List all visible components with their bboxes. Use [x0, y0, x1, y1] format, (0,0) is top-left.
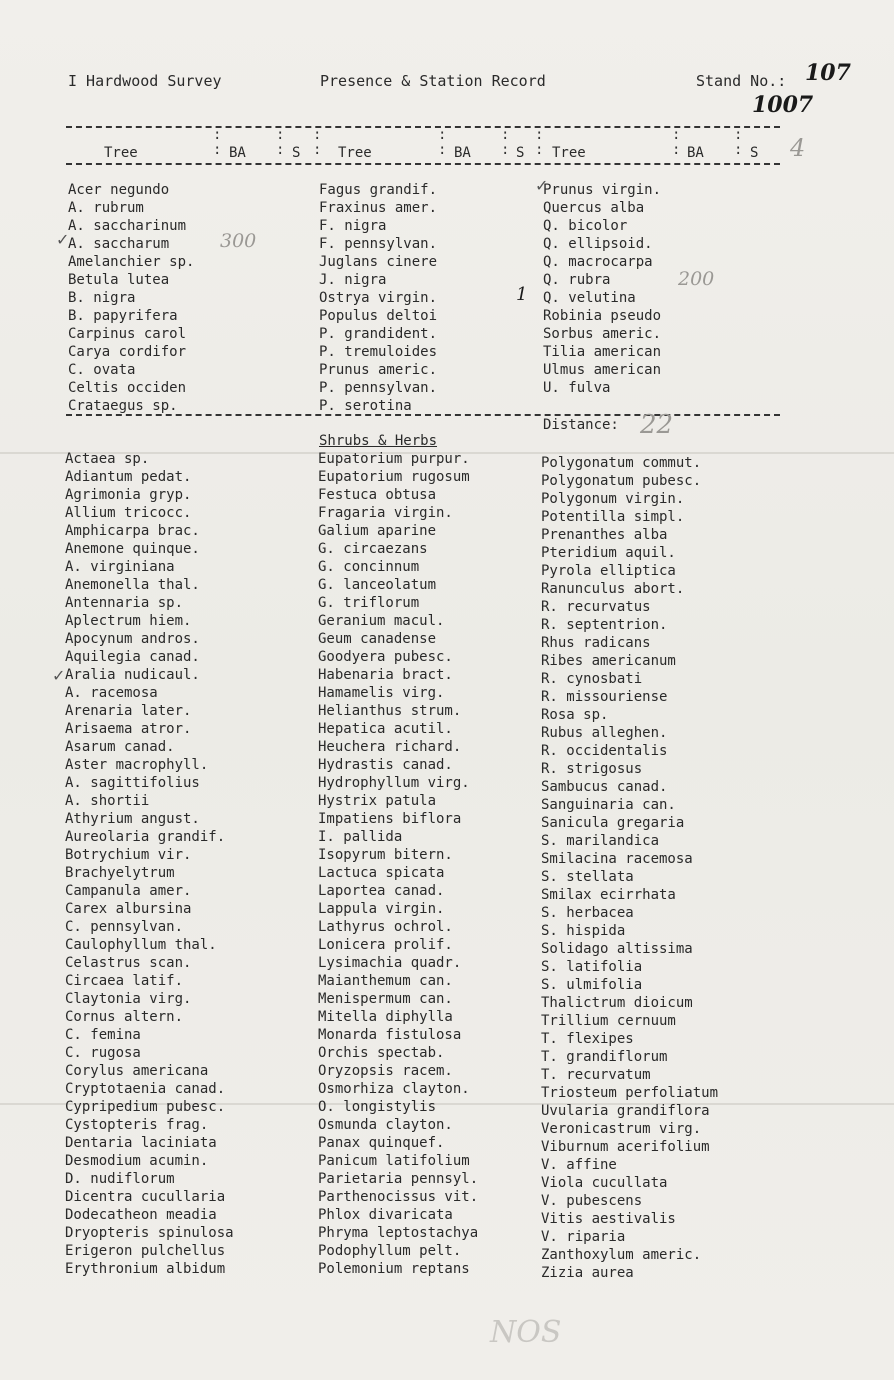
- species-entry: Betula lutea: [68, 272, 170, 288]
- species-entry: Q. velutina: [543, 290, 636, 306]
- stand-number-primary: 107: [805, 60, 851, 86]
- species-entry: Arenaria later.: [65, 703, 192, 719]
- species-entry: Orchis spectab.: [318, 1045, 445, 1061]
- species-entry: T. flexipes: [541, 1031, 634, 1047]
- species-entry: Fraxinus amer.: [319, 200, 438, 216]
- species-entry: Dodecatheon meadia: [65, 1207, 217, 1223]
- shrubs-heading: Shrubs & Herbs: [319, 433, 438, 449]
- survey-title: I Hardwood Survey: [68, 72, 222, 90]
- species-entry: Cornus altern.: [65, 1009, 184, 1025]
- check-mark-icon: ✓: [535, 176, 549, 195]
- species-entry: Brachyelytrum: [65, 865, 175, 881]
- species-entry: Uvularia grandiflora: [541, 1103, 710, 1119]
- species-entry: Zanthoxylum americ.: [541, 1247, 702, 1263]
- species-entry: Polygonatum pubesc.: [541, 473, 702, 489]
- species-entry: Eupatorium rugosum: [318, 469, 470, 485]
- distance-value: 22: [640, 410, 674, 440]
- species-entry: Claytonia virg.: [65, 991, 192, 1007]
- species-entry: G. triflorum: [318, 595, 420, 611]
- col-header-s: S: [750, 145, 759, 161]
- species-entry: Carex albursina: [65, 901, 192, 917]
- species-entry: B. papyrifera: [68, 308, 178, 324]
- species-entry: Q. rubra: [543, 272, 611, 288]
- species-entry: Pteridium aquil.: [541, 545, 676, 561]
- species-entry: Amphicarpa brac.: [65, 523, 200, 539]
- species-entry: Vitis aestivalis: [541, 1211, 676, 1227]
- species-entry: Hepatica acutil.: [318, 721, 453, 737]
- annotation-rubra-ba: 200: [678, 268, 715, 290]
- column-separator: : :: [313, 127, 322, 158]
- species-entry: Veronicastrum virg.: [541, 1121, 702, 1137]
- stand-label: Stand No.:: [696, 72, 787, 90]
- species-entry: S. ulmifolia: [541, 977, 643, 993]
- species-entry: S. hispida: [541, 923, 626, 939]
- column-separator: : :: [535, 127, 544, 158]
- species-entry: Polemonium reptans: [318, 1261, 470, 1277]
- species-entry: V. pubescens: [541, 1193, 643, 1209]
- species-entry: G. circaezans: [318, 541, 428, 557]
- col-header-tree: Tree: [104, 145, 138, 161]
- check-mark-icon: ✓: [56, 230, 70, 249]
- species-entry: Phryma leptostachya: [318, 1225, 479, 1241]
- tree-list-col1: [68, 181, 194, 415]
- species-entry: P. serotina: [319, 398, 412, 414]
- species-entry: Sambucus canad.: [541, 779, 668, 795]
- species-entry: Aster macrophyll.: [65, 757, 209, 773]
- species-entry: Parietaria pennsyl.: [318, 1171, 479, 1187]
- check-mark-icon: ✓: [52, 666, 66, 685]
- species-entry: S. stellata: [541, 869, 634, 885]
- species-entry: Aralia nudicaul.: [65, 667, 200, 683]
- species-entry: Triosteum perfoliatum: [541, 1085, 719, 1101]
- species-entry: Populus deltoi: [319, 308, 438, 324]
- species-entry: O. longistylis: [318, 1099, 437, 1115]
- species-entry: A. sagittifolius: [65, 775, 200, 791]
- species-entry: Crataegus sp.: [68, 398, 178, 414]
- species-entry: Cryptotaenia canad.: [65, 1081, 226, 1097]
- species-entry: A. saccharum: [68, 236, 170, 252]
- species-entry: Panicum latifolium: [318, 1153, 470, 1169]
- species-entry: U. fulva: [543, 380, 611, 396]
- species-entry: A. shortii: [65, 793, 150, 809]
- species-entry: T. grandiflorum: [541, 1049, 668, 1065]
- species-entry: Ulmus american: [543, 362, 662, 378]
- col-header-ba: BA: [454, 145, 471, 161]
- species-entry: V. riparia: [541, 1229, 626, 1245]
- species-entry: J. nigra: [319, 272, 387, 288]
- margin-note: 4: [790, 134, 806, 162]
- species-entry: Festuca obtusa: [318, 487, 437, 503]
- species-entry: S. herbacea: [541, 905, 634, 921]
- tree-list-col2: [319, 181, 437, 415]
- species-entry: Oryzopsis racem.: [318, 1063, 453, 1079]
- col-header-s: S: [516, 145, 525, 161]
- species-entry: Hydrophyllum virg.: [318, 775, 470, 791]
- species-entry: Robinia pseudo: [543, 308, 662, 324]
- column-separator: : :: [276, 127, 285, 158]
- species-entry: Prunus americ.: [319, 362, 438, 378]
- species-entry: Q. bicolor: [543, 218, 628, 234]
- species-entry: Impatiens biflora: [318, 811, 462, 827]
- species-entry: Apocynum andros.: [65, 631, 200, 647]
- species-entry: Ribes americanum: [541, 653, 676, 669]
- species-entry: Menispermum can.: [318, 991, 453, 1007]
- species-entry: Erigeron pulchellus: [65, 1243, 226, 1259]
- column-separator: : :: [213, 127, 222, 158]
- species-entry: Lappula virgin.: [318, 901, 445, 917]
- species-entry: Adiantum pedat.: [65, 469, 192, 485]
- shrub-list-col3: [541, 454, 718, 1282]
- species-entry: Anemone quinque.: [65, 541, 200, 557]
- species-entry: Lysimachia quadr.: [318, 955, 462, 971]
- species-entry: Anemonella thal.: [65, 577, 200, 593]
- species-entry: Juglans cinere: [319, 254, 438, 270]
- species-entry: Polygonum virgin.: [541, 491, 685, 507]
- species-entry: Isopyrum bitern.: [318, 847, 453, 863]
- col-header-ba: BA: [687, 145, 704, 161]
- species-entry: Dicentra cucullaria: [65, 1189, 226, 1205]
- species-entry: C. pennsylvan.: [65, 919, 184, 935]
- stand-number-secondary: 1007: [752, 92, 814, 118]
- species-entry: G. concinnum: [318, 559, 420, 575]
- species-entry: Ranunculus abort.: [541, 581, 685, 597]
- species-entry: Geum canadense: [318, 631, 437, 647]
- col-header-tree: Tree: [338, 145, 372, 161]
- species-entry: G. lanceolatum: [318, 577, 437, 593]
- species-entry: S. marilandica: [541, 833, 660, 849]
- footer-pencil-mark: NOS: [490, 1315, 562, 1350]
- species-entry: Cystopteris frag.: [65, 1117, 209, 1133]
- species-entry: Sanicula gregaria: [541, 815, 685, 831]
- species-entry: R. strigosus: [541, 761, 643, 777]
- species-entry: V. affine: [541, 1157, 617, 1173]
- species-entry: Laportea canad.: [318, 883, 445, 899]
- species-entry: Campanula amer.: [65, 883, 192, 899]
- species-entry: Mitella diphylla: [318, 1009, 453, 1025]
- species-entry: Thalictrum dioicum: [541, 995, 693, 1011]
- species-entry: Osmorhiza clayton.: [318, 1081, 470, 1097]
- species-entry: Phlox divaricata: [318, 1207, 453, 1223]
- tree-list-col3: [543, 181, 661, 397]
- species-entry: Antennaria sp.: [65, 595, 184, 611]
- species-entry: R. septentrion.: [541, 617, 668, 633]
- species-entry: Viola cucullata: [541, 1175, 668, 1191]
- col-header-tree: Tree: [552, 145, 586, 161]
- species-entry: C. femina: [65, 1027, 141, 1043]
- species-entry: Cypripedium pubesc.: [65, 1099, 226, 1115]
- species-entry: Zizia aurea: [541, 1265, 634, 1281]
- species-entry: Allium tricocc.: [65, 505, 192, 521]
- species-entry: C. rugosa: [65, 1045, 141, 1061]
- species-entry: Dryopteris spinulosa: [65, 1225, 234, 1241]
- column-separator: : :: [672, 127, 681, 158]
- species-entry: Asarum canad.: [65, 739, 175, 755]
- species-entry: Botrychium vir.: [65, 847, 192, 863]
- species-entry: P. grandident.: [319, 326, 438, 342]
- species-entry: Rosa sp.: [541, 707, 609, 723]
- species-entry: Trillium cernuum: [541, 1013, 676, 1029]
- species-entry: Tilia american: [543, 344, 662, 360]
- species-entry: Amelanchier sp.: [68, 254, 195, 270]
- species-entry: Q. macrocarpa: [543, 254, 653, 270]
- species-entry: A. virginiana: [65, 559, 175, 575]
- species-entry: Desmodium acumin.: [65, 1153, 209, 1169]
- species-entry: Athyrium angust.: [65, 811, 200, 827]
- shrub-list-col1: [65, 450, 234, 1278]
- species-entry: Rubus alleghen.: [541, 725, 668, 741]
- species-entry: S. latifolia: [541, 959, 643, 975]
- species-entry: Acer negundo: [68, 182, 170, 198]
- species-entry: Celtis occiden: [68, 380, 187, 396]
- col-header-ba: BA: [229, 145, 246, 161]
- annotation-velutina: 1: [516, 284, 528, 305]
- species-entry: P. tremuloides: [319, 344, 438, 360]
- species-entry: A. racemosa: [65, 685, 158, 701]
- species-entry: Aplectrum hiem.: [65, 613, 192, 629]
- species-entry: Monarda fistulosa: [318, 1027, 462, 1043]
- species-entry: Osmunda clayton.: [318, 1117, 453, 1133]
- species-entry: Carpinus carol: [68, 326, 187, 342]
- species-entry: Eupatorium purpur.: [318, 451, 470, 467]
- species-entry: Corylus americana: [65, 1063, 209, 1079]
- species-entry: Fragaria virgin.: [318, 505, 453, 521]
- species-entry: Prunus virgin.: [543, 182, 662, 198]
- species-entry: Goodyera pubesc.: [318, 649, 453, 665]
- species-entry: T. recurvatum: [541, 1067, 651, 1083]
- species-entry: Agrimonia gryp.: [65, 487, 192, 503]
- species-entry: Dentaria laciniata: [65, 1135, 217, 1151]
- species-entry: R. missouriense: [541, 689, 668, 705]
- species-entry: Sanguinaria can.: [541, 797, 676, 813]
- species-entry: Circaea latif.: [65, 973, 184, 989]
- header-bottom-rule: [66, 163, 780, 165]
- species-entry: Rhus radicans: [541, 635, 651, 651]
- species-entry: R. occidentalis: [541, 743, 668, 759]
- species-entry: Actaea sp.: [65, 451, 150, 467]
- species-entry: Solidago altissima: [541, 941, 693, 957]
- species-entry: Arisaema atror.: [65, 721, 192, 737]
- species-entry: D. nudiflorum: [65, 1171, 175, 1187]
- species-entry: Erythronium albidum: [65, 1261, 226, 1277]
- column-separator: : :: [501, 127, 510, 158]
- species-entry: Galium aparine: [318, 523, 437, 539]
- species-entry: Podophyllum pelt.: [318, 1243, 462, 1259]
- species-entry: Smilacina racemosa: [541, 851, 693, 867]
- species-entry: Polygonatum commut.: [541, 455, 702, 471]
- species-entry: Geranium macul.: [318, 613, 445, 629]
- species-entry: B. nigra: [68, 290, 136, 306]
- species-entry: Aureolaria grandif.: [65, 829, 226, 845]
- species-entry: Lactuca spicata: [318, 865, 445, 881]
- species-entry: A. rubrum: [68, 200, 144, 216]
- species-entry: Heuchera richard.: [318, 739, 462, 755]
- species-entry: Lonicera prolif.: [318, 937, 453, 953]
- species-entry: Fagus grandif.: [319, 182, 438, 198]
- species-entry: Helianthus strum.: [318, 703, 462, 719]
- species-entry: R. cynosbati: [541, 671, 643, 687]
- species-entry: Lathyrus ochrol.: [318, 919, 453, 935]
- species-entry: Maianthemum can.: [318, 973, 453, 989]
- species-entry: Viburnum acerifolium: [541, 1139, 710, 1155]
- species-entry: Aquilegia canad.: [65, 649, 200, 665]
- species-entry: P. pennsylvan.: [319, 380, 438, 396]
- record-title: Presence & Station Record: [320, 72, 546, 90]
- species-entry: I. pallida: [318, 829, 403, 845]
- species-entry: Hydrastis canad.: [318, 757, 453, 773]
- species-entry: C. ovata: [68, 362, 136, 378]
- species-entry: Panax quinquef.: [318, 1135, 445, 1151]
- species-entry: Ostrya virgin.: [319, 290, 438, 306]
- species-entry: Parthenocissus vit.: [318, 1189, 479, 1205]
- col-header-s: S: [292, 145, 301, 161]
- annotation-saccharum-ba: 300: [220, 230, 257, 252]
- species-entry: Celastrus scan.: [65, 955, 192, 971]
- species-entry: Pyrola elliptica: [541, 563, 676, 579]
- shrub-list-col2: [318, 450, 478, 1278]
- species-entry: F. pennsylvan.: [319, 236, 438, 252]
- species-entry: R. recurvatus: [541, 599, 651, 615]
- species-entry: F. nigra: [319, 218, 387, 234]
- species-entry: A. saccharinum: [68, 218, 187, 234]
- column-separator: : :: [438, 127, 447, 158]
- distance-label: Distance:: [543, 417, 619, 433]
- species-entry: Potentilla simpl.: [541, 509, 685, 525]
- species-entry: Habenaria bract.: [318, 667, 453, 683]
- species-entry: Q. ellipsoid.: [543, 236, 653, 252]
- column-separator: : :: [734, 127, 743, 158]
- species-entry: Sorbus americ.: [543, 326, 662, 342]
- species-entry: Hamamelis virg.: [318, 685, 445, 701]
- species-entry: Hystrix patula: [318, 793, 437, 809]
- species-entry: Quercus alba: [543, 200, 645, 216]
- species-entry: Carya cordifor: [68, 344, 187, 360]
- species-entry: Smilax ecirrhata: [541, 887, 676, 903]
- species-entry: Prenanthes alba: [541, 527, 668, 543]
- species-entry: Caulophyllum thal.: [65, 937, 217, 953]
